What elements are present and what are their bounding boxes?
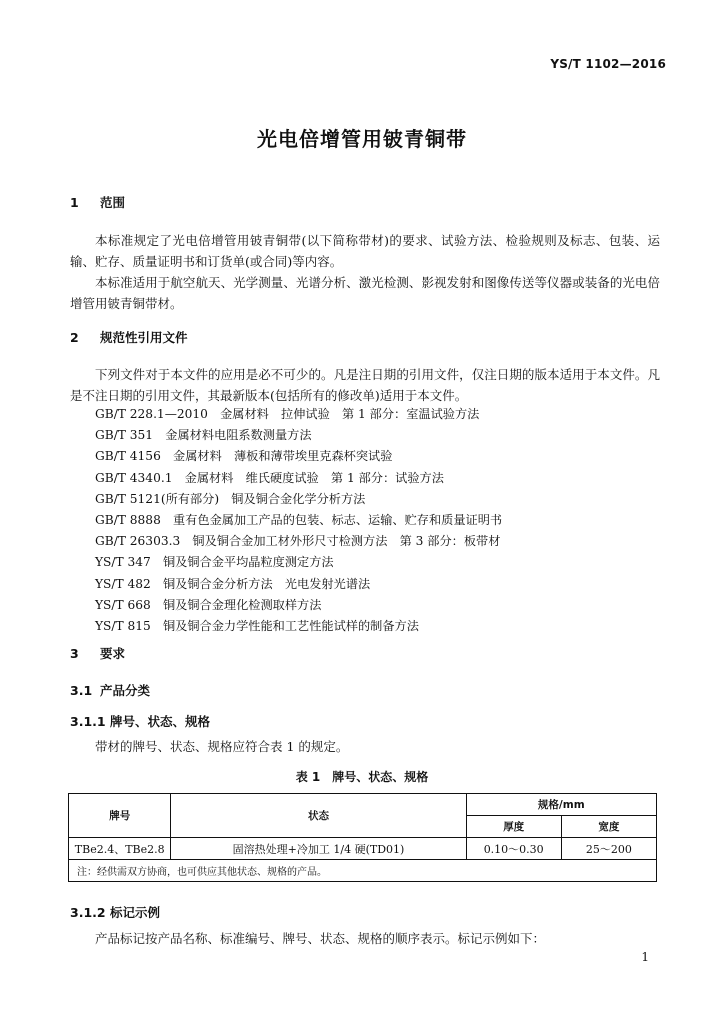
section-number: 2 bbox=[70, 330, 79, 345]
cell-grade: TBe2.4、TBe2.8 bbox=[69, 838, 171, 860]
normative-intro-text: 下列文件对于本文件的应用是必不可少的。凡是注日期的引用文件，仅注日期的版本适用于本文件。凡是不注日期的引用文件，其最新版本(包括所有的修改单)适用于本文件。 bbox=[70, 367, 660, 403]
reference-item: GB/T 8888 重有色金属加工产品的包装、标志、运输、贮存和质量证明书 bbox=[95, 513, 503, 528]
section-title: 范围 bbox=[100, 195, 126, 210]
cell-temper: 固溶热处理+冷加工 1/4 硬(TD01) bbox=[171, 838, 466, 860]
section-title: 要求 bbox=[100, 646, 126, 661]
reference-item: YS/T 347 铜及铜合金平均晶粒度测定方法 bbox=[95, 555, 334, 570]
section-title: 标记示例 bbox=[110, 905, 161, 920]
reference-list bbox=[95, 404, 502, 637]
section-3-1-1-heading bbox=[70, 712, 210, 730]
section-2-heading bbox=[70, 328, 188, 346]
section-title: 规范性引用文件 bbox=[100, 330, 188, 345]
section-number: 3 bbox=[70, 646, 79, 661]
marking-text bbox=[70, 928, 660, 949]
reference-item: YS/T 815 铜及铜合金力学性能和工艺性能试样的制备方法 bbox=[95, 619, 419, 634]
marking-paragraph: 产品标记按产品名称、标准编号、牌号、状态、规格的顺序表示。标记示例如下： bbox=[95, 931, 546, 946]
scope-paragraph-2: 本标准适用于航空航天、光学测量、光谱分析、激光检测、影视发射和图像传送等仪器或装备的光电倍增管用铍青铜带材。 bbox=[70, 275, 660, 311]
page-number: 1 bbox=[641, 950, 649, 964]
header-grade: 牌号 bbox=[69, 794, 171, 838]
grade-paragraph: 带材的牌号、状态、规格应符合表 1 的规定。 bbox=[95, 739, 349, 754]
reference-item: YS/T 482 铜及铜合金分析方法 光电发射光谱法 bbox=[95, 576, 371, 591]
reference-item: YS/T 668 铜及铜合金理化检测取样方法 bbox=[95, 597, 322, 612]
section-3-1-2-heading bbox=[70, 903, 160, 921]
section-number: 3.1.2 bbox=[70, 905, 106, 920]
grade-text bbox=[70, 736, 660, 757]
reference-item: GB/T 26303.3 铜及铜合金加工材外形尺寸检测方法 第 3 部分：板带材 bbox=[95, 534, 501, 549]
reference-item: GB/T 4156 金属材料 薄板和薄带埃里克森杯突试验 bbox=[95, 449, 393, 464]
section-number: 3.1 bbox=[70, 683, 93, 698]
header-spec: 规格/mm bbox=[466, 794, 656, 816]
reference-item: GB/T 228.1—2010 金属材料 拉伸试验 第 1 部分：室温试验方法 bbox=[95, 407, 480, 421]
section-number: 1 bbox=[70, 195, 79, 210]
reference-item: GB/T 5121(所有部分) 铜及铜合金化学分析方法 bbox=[95, 491, 366, 506]
reference-item: GB/T 4340.1 金属材料 维氏硬度试验 第 1 部分：试验方法 bbox=[95, 470, 444, 485]
table-1-caption: 表 1 牌号、状态、规格 bbox=[295, 770, 429, 784]
header-thickness: 厚度 bbox=[466, 816, 561, 838]
reference-item: GB/T 351 金属材料电阻系数测量方法 bbox=[95, 428, 312, 443]
header-width: 宽度 bbox=[561, 816, 656, 838]
table-row bbox=[69, 838, 657, 860]
normative-intro bbox=[70, 364, 660, 406]
section-number: 3.1.1 bbox=[70, 714, 106, 729]
table-note: 注：经供需双方协商，也可供应其他状态、规格的产品。 bbox=[69, 860, 657, 882]
standard-code: YS/T 1102—2016 bbox=[550, 57, 666, 71]
scope-paragraph-1: 本标准规定了光电倍增管用铍青铜带(以下简称带材)的要求、试验方法、检验规则及标志、包装、运输、贮存、质量证明书和订货单(或合同)等内容。 bbox=[70, 233, 660, 269]
section-title: 产品分类 bbox=[100, 683, 151, 698]
table-1 bbox=[68, 793, 657, 882]
section-title: 牌号、状态、规格 bbox=[110, 714, 211, 729]
section-3-heading bbox=[70, 644, 125, 662]
header-temper: 状态 bbox=[171, 794, 466, 838]
section-3-1-heading bbox=[70, 681, 150, 699]
section-1-heading bbox=[70, 193, 125, 211]
scope-text bbox=[70, 230, 660, 314]
cell-thickness: 0.10～0.30 bbox=[466, 838, 561, 860]
document-title: 光电倍增管用铍青铜带 bbox=[257, 127, 467, 151]
cell-width: 25～200 bbox=[561, 838, 656, 860]
